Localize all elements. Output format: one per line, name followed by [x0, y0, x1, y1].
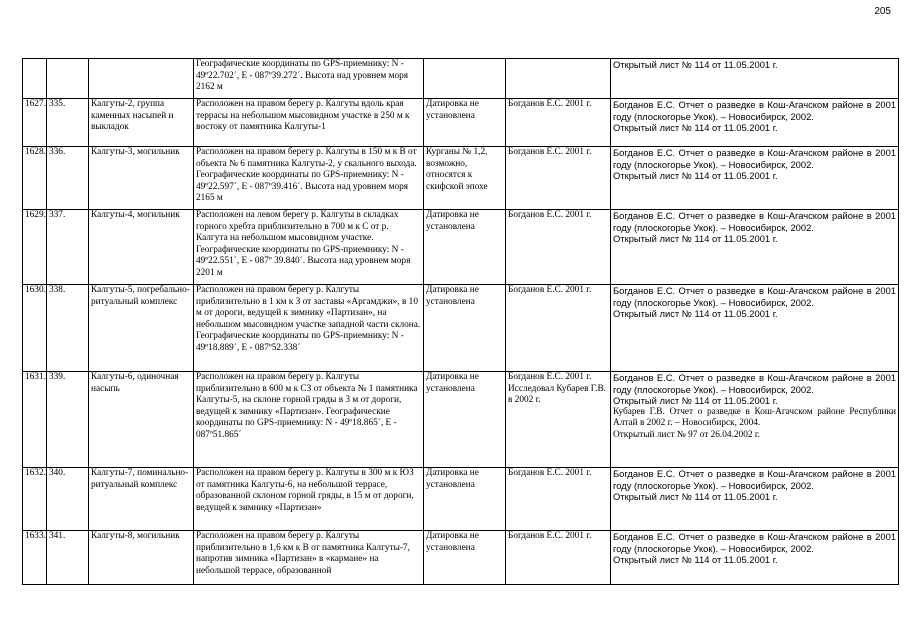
- investigator: Богданов Е.С. 2001 г.: [506, 285, 611, 372]
- monument-name: Калгуты-7, поминально-ритуальный комплекс: [89, 468, 194, 531]
- source-entry: Богданов Е.С. Отчет о разведке в Кош-Агачском районе в 2001 году (плоскогорье Укок). – Новосибирск, 2002.: [613, 99, 896, 122]
- row-subnumber: 340.: [47, 468, 89, 531]
- source-entry: Богданов Е.С. Отчет о разведке в Кош-Агачском районе в 2001 году (плоскогорье Укок). – Новосибирск, 2002.: [613, 468, 896, 491]
- monument-description: Расположен на правом берегу р. Калгуты приблизительно в 1,6 км к В от памятника Калгуты-7, напротив зимника «Партизан» в «кармане» на небольшой террасе, образованной: [194, 531, 424, 585]
- source-entry: Богданов Е.С. Отчет о разведке в Кош-Агачском районе в 2001 году (плоскогорье Укок). – Новосибирск, 2002.: [613, 531, 896, 554]
- monument-dating: Датировка не установлена: [424, 468, 506, 531]
- source-entry: Богданов Е.С. Отчет о разведке в Кош-Агачском районе в 2001 году (плоскогорье Укок). – Новосибирск, 2002.: [613, 210, 896, 233]
- monument-dating: Датировка не установлена: [424, 99, 506, 147]
- row-subnumber: 341.: [47, 531, 89, 585]
- table-row: [23, 210, 899, 285]
- row-subnumber: 336.: [47, 147, 89, 210]
- row-number: 1629.: [23, 210, 47, 285]
- source-entry: Открытый лист № 114 от 11.05.2001 г.: [613, 59, 778, 70]
- monument-dating: [424, 59, 506, 99]
- source-entry: Открытый лист № 114 от 11.05.2001 г.: [613, 233, 778, 244]
- monument-name: Калгуты-5, погребально-ритуальный комплекс: [89, 285, 194, 372]
- monument-dating: Датировка не установлена: [424, 210, 506, 285]
- page-number: 205: [874, 6, 891, 17]
- source-entry: Открытый лист № 114 от 11.05.2001 г.: [613, 170, 778, 181]
- table-row: [23, 531, 899, 585]
- source-entry: Открытый лист № 114 от 11.05.2001 г.: [613, 122, 778, 133]
- table-row: [23, 285, 899, 372]
- sources-cell: [611, 372, 899, 468]
- monument-dating: Датировка не установлена: [424, 531, 506, 585]
- row-subnumber: [47, 59, 89, 99]
- source-entry: Открытый лист № 114 от 11.05.2001 г.: [613, 554, 778, 565]
- investigator: Богданов Е.С. 2001 г.: [506, 210, 611, 285]
- monument-description: Географические координаты по GPS-приемнику: N - 49º22.702´, E - 087º39.272´. Высота над уровнем моря 2162 м: [194, 59, 424, 99]
- row-number: 1628.: [23, 147, 47, 210]
- row-number: 1632.: [23, 468, 47, 531]
- source-entry: Богданов Е.С. Отчет о разведке в Кош-Агачском районе в 2001 году (плоскогорье Укок). – Новосибирск, 2002.: [613, 372, 896, 395]
- monument-name: Калгуты-3, могильник: [89, 147, 194, 210]
- sources-cell: [611, 210, 899, 285]
- row-number: 1627.: [23, 99, 47, 147]
- sources-cell: [611, 99, 899, 147]
- source-entry: Открытый лист № 97 от 26.04.2002 г.: [613, 429, 760, 440]
- table-row: [23, 147, 899, 210]
- sources-cell: [611, 59, 899, 99]
- source-entry: Открытый лист № 114 от 11.05.2001 г.: [613, 308, 778, 319]
- row-number: [23, 59, 47, 99]
- investigator: [506, 59, 611, 99]
- row-number: 1633.: [23, 531, 47, 585]
- row-number: 1631.: [23, 372, 47, 468]
- monument-description: Расположен на левом берегу р. Калгуты в складках горного хребта приблизительно в 700 м к С от р. Калгута на небольшом мысовидном участке. Географические координаты по GPS-приемнику: N - 49º22.551´, E - 087º 39.840´. Высота над уровнем моря 2201 м: [194, 210, 424, 285]
- monument-name: Калгуты-4, могильник: [89, 210, 194, 285]
- source-entry: Открытый лист № 114 от 11.05.2001 г.: [613, 491, 778, 502]
- sources-cell: [611, 147, 899, 210]
- table-row: [23, 99, 899, 147]
- row-subnumber: 335.: [47, 99, 89, 147]
- monument-description: Расположен на правом берегу р. Калгуты в 300 м к ЮЗ от памятника Калгуты-6, на небольшой террасе, образованной склоном горной гряды, в 15 м от дороги, ведущей к зимнику «Партизан»: [194, 468, 424, 531]
- monument-name: Калгуты-6, одиночная насыпь: [89, 372, 194, 468]
- row-subnumber: 339.: [47, 372, 89, 468]
- sources-cell: [611, 285, 899, 372]
- source-entry: Богданов Е.С. Отчет о разведке в Кош-Агачском районе в 2001 году (плоскогорье Укок). – Новосибирск, 2002.: [613, 147, 896, 170]
- sources-cell: [611, 468, 899, 531]
- monument-name: Калгуты-2, группа каменных насыпей и выкладок: [89, 99, 194, 147]
- monument-dating: Датировка не установлена: [424, 372, 506, 468]
- monument-dating: Датировка не установлена: [424, 285, 506, 372]
- table-row: [23, 372, 899, 468]
- monument-description: Расположен на правом берегу р. Калгуты приблизительно в 1 км к З от заставы «Аргамджи», в 10 м от дороги, ведущей к зимнику «Партизан», на небольшом мысовидном участке западной части склона. Географические координаты по GPS-приемнику: N - 49º18.889´, E - 087º52.338´: [194, 285, 424, 372]
- investigator: Богданов Е.С. 2001 г.: [506, 468, 611, 531]
- table-row: [23, 59, 899, 99]
- monument-name: [89, 59, 194, 99]
- investigator: Богданов Е.С. 2001 г.: [506, 99, 611, 147]
- source-entry: Богданов Е.С. Отчет о разведке в Кош-Агачском районе в 2001 году (плоскогорье Укок). – Новосибирск, 2002.: [613, 285, 896, 308]
- row-number: 1630.: [23, 285, 47, 372]
- monument-description: Расположен на правом берегу р. Калгуты приблизительно в 600 м к СЗ от объекта № 1 памятника Калгуты-5, на склоне горной гряды в 3 м от дороги, ведущей к зимнику «Партизан». Географические координаты по GPS-приемнику: N - 49º18.865´, E - 087º51.865´: [194, 372, 424, 468]
- source-entry: Открытый лист № 114 от 11.05.2001 г.: [613, 395, 778, 406]
- investigator: Богданов Е.С. 2001 г. Исследовал Кубарев Г.В. в 2002 г.: [506, 372, 611, 468]
- monument-dating: Курганы № 1,2, возможно, относятся к скифской эпохе: [424, 147, 506, 210]
- source-entry: Кубарев Г.В. Отчет о разведке в Кош-Агачском районе Республики Алтай в 2002 г. – Новосибирск, 2004.: [613, 406, 896, 428]
- investigator: Богданов Е.С. 2001 г.: [506, 531, 611, 585]
- table-row: [23, 468, 899, 531]
- sources-cell: [611, 531, 899, 585]
- row-subnumber: 338.: [47, 285, 89, 372]
- monument-description: Расположен на правом берегу р. Калгуты в 150 м к В от объекта № 6 памятника Калгуты-2, у скального выхода. Географические координаты по GPS-приемнику: N - 49º22.597´, E - 087º39.416´. Высота над уровнем моря 2165 м: [194, 147, 424, 210]
- monument-name: Калгуты-8, могильник: [89, 531, 194, 585]
- row-subnumber: 337.: [47, 210, 89, 285]
- monument-register-table: [22, 58, 899, 585]
- investigator: Богданов Е.С. 2001 г.: [506, 147, 611, 210]
- monument-description: Расположен на правом берегу р. Калгуты вдоль края террасы на небольшом мысовидном участке в 250 м к востоку от памятника Калгуты-1: [194, 99, 424, 147]
